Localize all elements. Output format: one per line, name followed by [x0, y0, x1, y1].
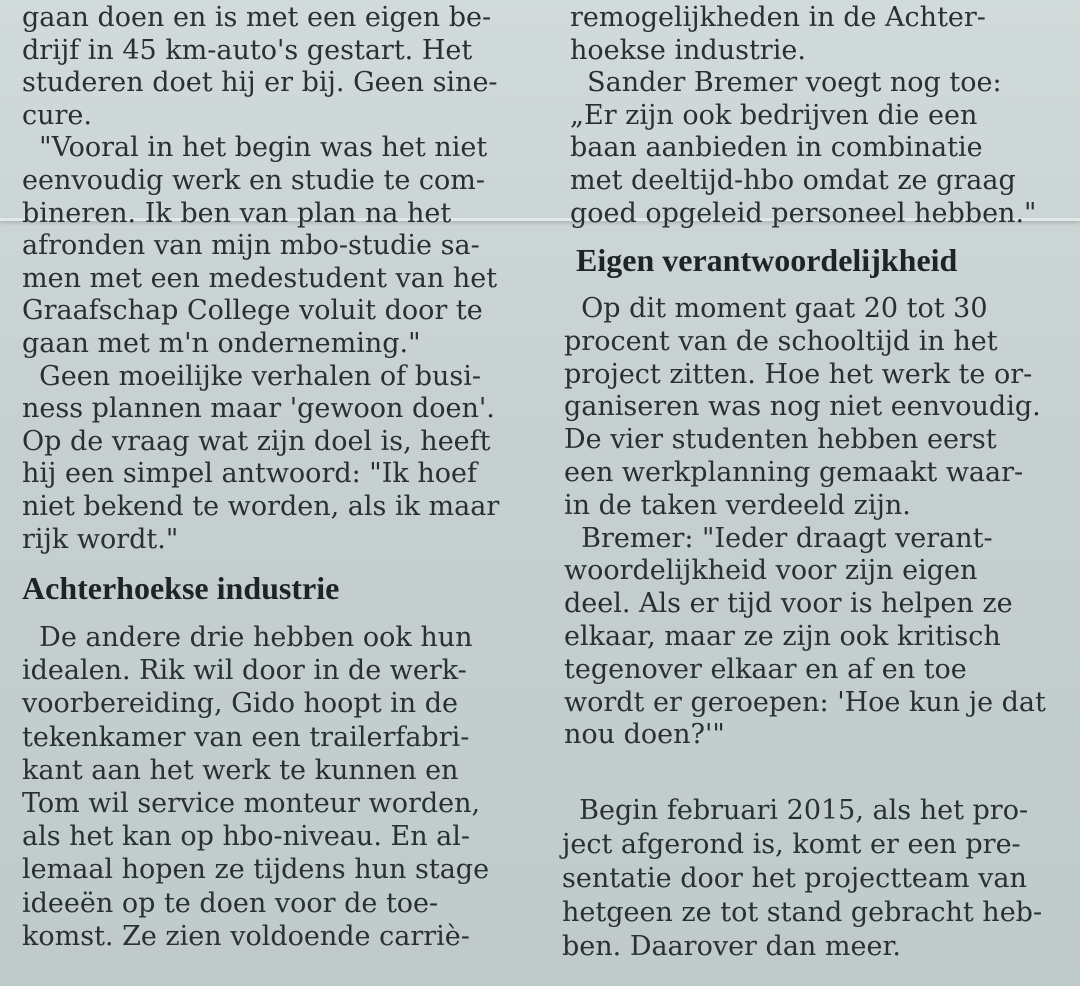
text-line: woordelijkheid voor zijn eigen	[564, 555, 978, 587]
text-line: De andere drie hebben ook hun	[22, 622, 473, 653]
text-line: drijf in 45 km-auto's gestart. Het	[22, 34, 473, 66]
text-line: tekenkamer van een trailerfabri-	[22, 721, 470, 753]
text-line: hoekse industrie.	[570, 34, 806, 66]
section-heading-achterhoekse-industrie: Achterhoekse industrie	[22, 570, 340, 606]
text-line: ness plannen maar 'gewoon doen'.	[22, 393, 495, 425]
left-column	[22, 0, 534, 986]
text-line: een werkplanning gemaakt waar-	[564, 457, 1024, 488]
text-line: Sander Bremer voegt nog toe:	[570, 67, 1002, 99]
text-line: procent van de schooltijd in het	[564, 325, 998, 357]
text-line: ganiseren was nog niet eenvoudig.	[564, 391, 1041, 423]
text-line: nou doen?'"	[564, 719, 725, 751]
text-line: Tom wil service monteur worden,	[22, 788, 481, 819]
text-line: ben. Daarover dan meer.	[562, 931, 901, 962]
text-line: niet bekend te worden, als ik maar	[22, 491, 500, 522]
text-line: in de taken verdeeld zijn.	[564, 489, 911, 521]
text-line: kant aan het werk te kunnen en	[22, 754, 459, 786]
text-line: idealen. Rik wil door in de werk-	[22, 655, 467, 687]
text-line: Geen moeilijke verhalen of busi-	[22, 360, 482, 392]
text-line: komst. Ze zien voldoende carriè-	[22, 920, 470, 952]
text-line: „Er zijn ook bedrijven die een	[570, 99, 978, 131]
text-line: voorbereiding, Gido hoopt in de	[22, 688, 459, 720]
text-line: cure.	[22, 99, 92, 131]
text-line: gaan met m'n onderneming."	[22, 328, 421, 359]
text-line: tegenover elkaar en af en toe	[564, 653, 967, 685]
text-line: gaan doen en is met een eigen be-	[22, 2, 492, 33]
text-line: bineren. Ik ben van plan na het	[22, 197, 452, 229]
text-line: hetgeen ze tot stand gebracht heb-	[562, 897, 1043, 928]
text-line: Graafschap College voluit door te	[22, 295, 483, 327]
text-line: Begin februari 2015, als het pro-	[562, 795, 1029, 826]
text-line: "Vooral in het begin was het niet	[22, 132, 488, 164]
text-line: als het kan op hbo-niveau. En al-	[22, 821, 471, 853]
text-line: elkaar, maar ze zijn ook kritisch	[564, 621, 1001, 652]
text-line: Op de vraag wat zijn doel is, heeft	[22, 425, 491, 457]
text-line: Op dit moment gaat 20 tot 30	[564, 293, 988, 324]
text-line: studeren doet hij er bij. Geen sine-	[22, 67, 498, 99]
text-line: Bremer: "Ieder draagt verant-	[564, 522, 993, 554]
text-line: hij een simpel antwoord: "Ik hoef	[22, 458, 477, 490]
text-line: eenvoudig werk en studie te com-	[22, 165, 486, 196]
text-line: project zitten. Hoe het werk te or-	[564, 358, 1033, 390]
text-line: lemaal hopen ze tijdens hun stage	[22, 854, 490, 886]
text-line: ideeën op te doen voor de toe-	[22, 887, 439, 919]
right-column	[558, 0, 1078, 986]
text-line: rijk wordt."	[22, 523, 179, 555]
text-line: baan aanbieden in combinatie	[570, 132, 983, 164]
text-line: deel. Als er tijd voor is helpen ze	[564, 588, 1013, 620]
text-line: De vier studenten hebben eerst	[564, 424, 997, 456]
text-line: goed opgeleid personeel hebben."	[570, 197, 1037, 229]
text-line: afronden van mijn mbo-studie sa-	[22, 230, 480, 262]
text-line: remogelijkheden in de Achter-	[570, 2, 986, 33]
text-line: ject afgerond is, komt er een pre-	[562, 829, 1021, 860]
text-line: met deeltijd-hbo omdat ze graag	[570, 165, 1016, 196]
text-line: men met een medestudent van het	[22, 262, 498, 294]
text-line: wordt er geroepen: 'Hoe kun je dat	[564, 686, 1046, 718]
section-heading-eigen-verantwoordelijkheid: Eigen verantwoordelijkheid	[576, 242, 958, 278]
text-line: sentatie door het projectteam van	[562, 863, 1027, 894]
